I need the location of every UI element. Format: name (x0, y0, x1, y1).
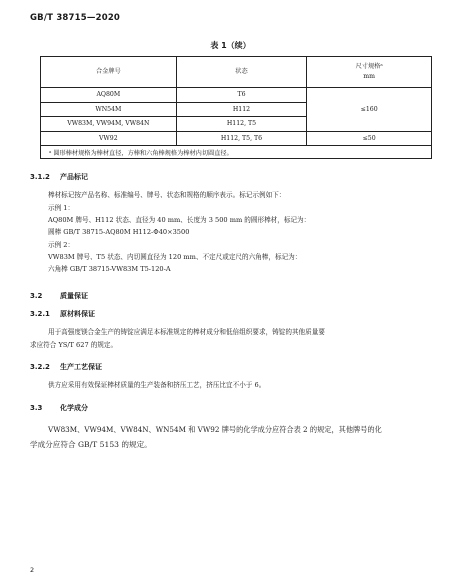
header-size-unit: mm (363, 73, 376, 80)
table-footnote: ᵃ 圆形棒材规格为棒材直径，方棒和六角棒规格为棒材内切圆直径。 (41, 146, 432, 159)
page-number: 2 (30, 566, 35, 574)
section-number: 3.3 (30, 404, 43, 412)
raw-material-text-line1: 用于高强度镁合金生产的铸锭应满足本标准规定的棒材成分和低倍组织要求，铸锭的其他质量要 (48, 328, 325, 336)
section-number: 3.2.2 (30, 363, 50, 371)
section-heading-3-2-1 (30, 309, 95, 319)
cell-temper: T6 (176, 88, 307, 103)
table-title: 表 1（续） (210, 41, 251, 50)
example1-text: AQ80M 牌号、H112 状态、直径为 40 mm、长度为 3 500 mm 的圆形棒材，标记为： (48, 216, 311, 224)
cell-temper: H112, T5, T6 (176, 131, 307, 146)
section-title: 化学成分 (60, 404, 88, 412)
section-heading-3-2-2 (30, 362, 102, 372)
marking-intro: 棒材标记按产品名称、标准编号、牌号、状态和规格的顺序表示。标记示例如下： (48, 191, 286, 199)
section-title: 质量保证 (60, 292, 88, 300)
example2-mark: 六角棒 GB/T 38715-VW83M T5-120-A (48, 265, 171, 273)
cell-grade: VW92 (41, 131, 177, 146)
header-size-label: 尺寸规格ᵃ (355, 63, 383, 70)
table-header-row (41, 57, 432, 88)
process-text: 供方应采用有效保证棒材质量的生产装备和挤压工艺，挤压比宜不小于 6。 (48, 381, 266, 389)
section-title: 生产工艺保证 (60, 363, 102, 371)
section-heading-3-1-2 (30, 172, 88, 182)
section-title: 产品标记 (60, 173, 88, 181)
cell-grade: WN54M (41, 102, 177, 117)
section-heading-3-2 (30, 291, 88, 301)
raw-material-text-line2: 求应符合 YS/T 627 的规定。 (30, 341, 118, 349)
table-row (41, 131, 432, 146)
example1-mark: 圆棒 GB/T 38715-AQ80M H112-Φ40×3500 (48, 228, 190, 236)
cell-grade: AQ80M (41, 88, 177, 103)
example1-label: 示例 1： (48, 204, 75, 212)
section-number: 3.1.2 (30, 173, 50, 181)
cell-size-merged: ≤160 (307, 88, 432, 132)
section-number: 3.2.1 (30, 310, 50, 318)
section-number: 3.2 (30, 292, 43, 300)
section-title: 原材料保证 (60, 310, 95, 318)
cell-grade: VW83M, VW94M, VW84N (41, 117, 177, 132)
example2-label: 示例 2： (48, 241, 75, 249)
cell-size: ≤50 (307, 131, 432, 146)
cell-temper: H112, T5 (176, 117, 307, 132)
section-heading-3-3 (30, 403, 88, 413)
chemical-text-line2: 学成分应符合 GB/T 5153 的规定。 (30, 440, 152, 449)
table-note-row (41, 146, 432, 159)
header-size (307, 57, 432, 88)
example2-text: VW83M 牌号、T5 状态、内切圆直径为 120 mm、不定尺或定尺的六角棒，标记为： (48, 253, 302, 261)
header-temper: 状态 (176, 57, 307, 88)
header-grade: 合金牌号 (41, 57, 177, 88)
standard-code: GB/T 38715—2020 (30, 13, 121, 23)
chemical-text-line1: VW83M、VW94M、VW84N、WN54M 和 VW92 牌号的化学成分应符合表 2 的规定，其他牌号的化 (48, 425, 382, 434)
table-row (41, 88, 432, 103)
cell-temper: H112 (176, 102, 307, 117)
alloy-spec-table (40, 56, 432, 159)
